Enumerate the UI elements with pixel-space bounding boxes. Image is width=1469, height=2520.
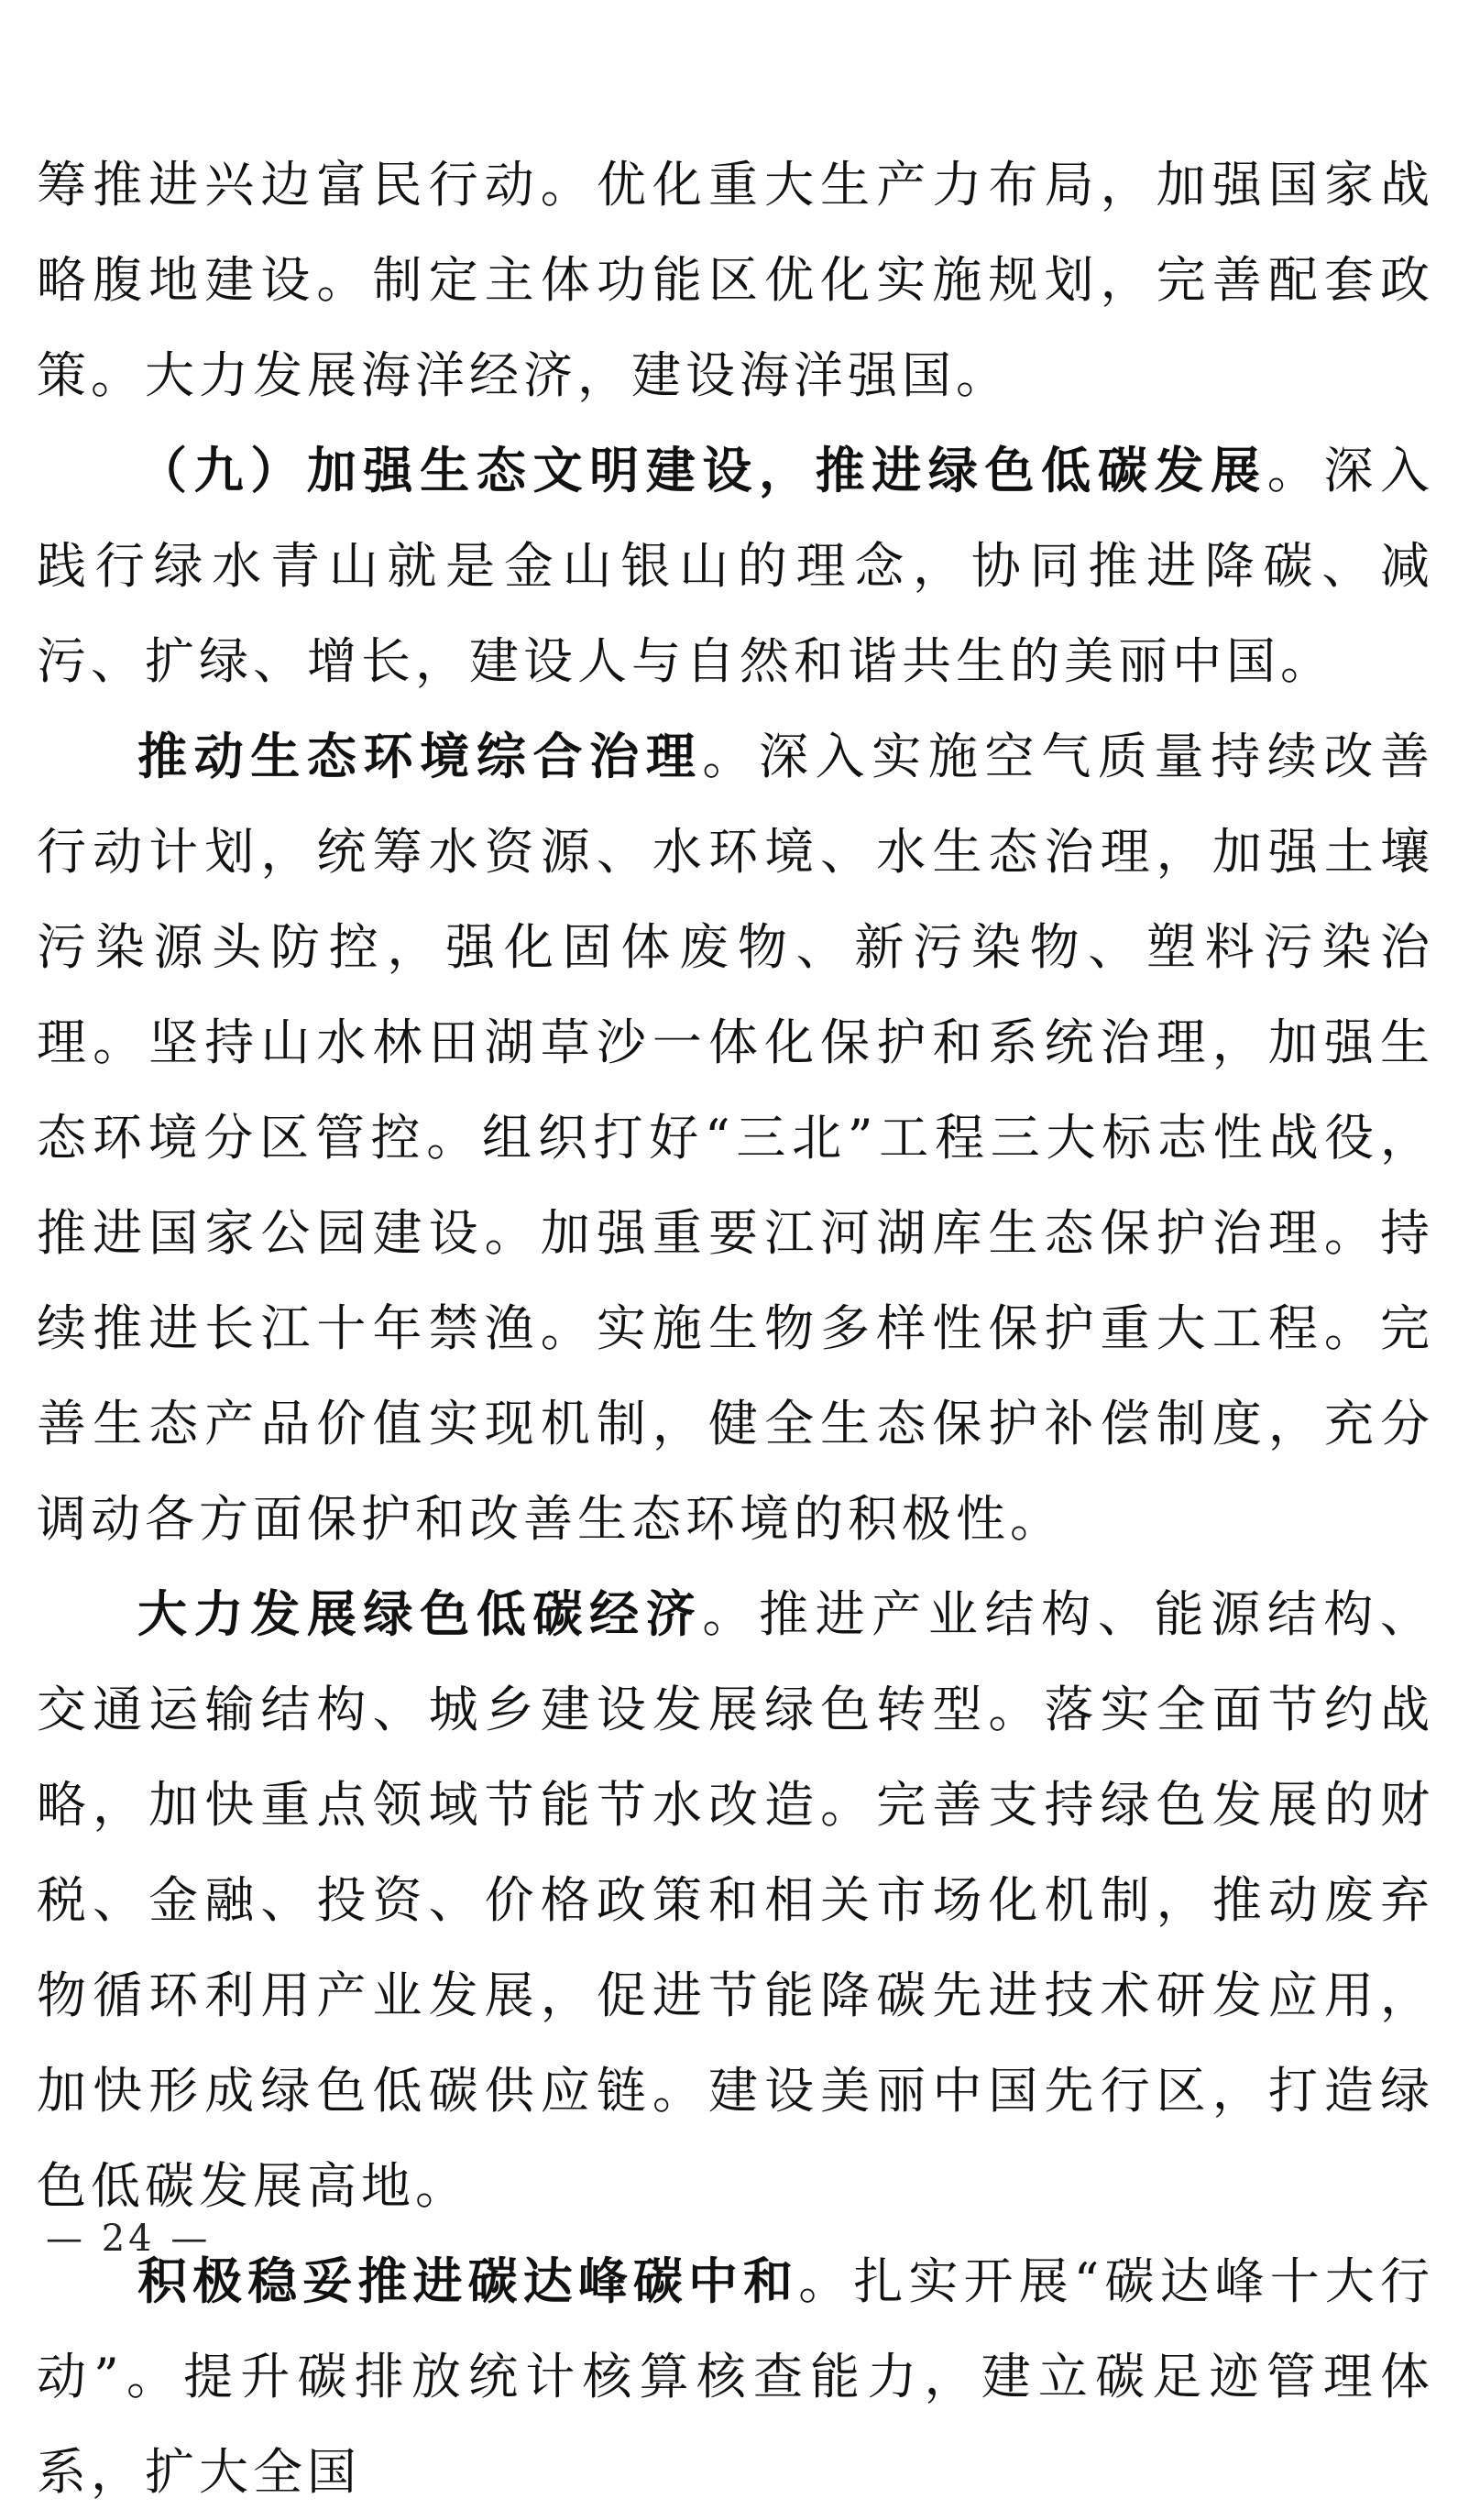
paragraph-continuation [37, 137, 1434, 423]
paragraph-text: 。深入实施空气质量持续改善行动计划，统筹水资源、水环境、水生态治理，加强土壤污染源头防控，强化固体废物、新污染物、塑料污染治理。坚持山水林田湖草沙一体化保护和系统治理，加强生态环境分区管控。组织打好“三北”工程三大标志性战役，推进国家公园建设。加强重要江河湖库生态保护治理。持续推进长江十年禁渔。实施生物多样性保护重大工程。完善生态产品价值实现机制，健全生态保护补偿制度，充分调动各方面保护和改善生态环境的积极性。 [37, 728, 1435, 1548]
paragraph-ecology-governance [37, 709, 1434, 1567]
paragraph-text: 筹推进兴边富民行动。优化重大生产力布局，加强国家战略腹地建设。制定主体功能区优化实施规划，完善配套政策。大力发展海洋经济，建设海洋强国。 [37, 156, 1434, 404]
paragraph-lead: 推动生态环境综合治理 [137, 728, 703, 785]
paragraph-carbon-peak [37, 2234, 1434, 2520]
paragraph-lead: 积极稳妥推进碳达峰碳中和 [137, 2252, 799, 2310]
paragraph-lead: 大力发展绿色低碳经济 [137, 1585, 703, 1643]
paragraph-green-economy [37, 1567, 1434, 2234]
paragraph-text: 。深入践行绿水青山就是金山银山的理念，协同推进降碳、减污、扩绿、增长，建设人与自然和谐共生的美丽中国。 [37, 442, 1435, 690]
section-heading: （九）加强生态文明建设，推进绿色低碳发展 [137, 442, 1267, 499]
paragraph-section-nine [37, 423, 1434, 709]
page-number: — 24 — [46, 2218, 212, 2260]
body-text [37, 137, 1434, 2520]
paragraph-text: 。扎实开展“碳达峰十大行动”。提升碳排放统计核算核查能力，建立碳足迹管理体系，扩大全国 [37, 2252, 1434, 2501]
paragraph-text: 。推进产业结构、能源结构、交通运输结构、城乡建设发展绿色转型。落实全面节约战略，加快重点领域节能节水改造。完善支持绿色发展的财税、金融、投资、价格政策和相关市场化机制，推动废弃物循环利用产业发展，促进节能降碳先进技术研发应用，加快形成绿色低碳供应链。建设美丽中国先行区，打造绿色低碳发展高地。 [37, 1585, 1435, 2215]
